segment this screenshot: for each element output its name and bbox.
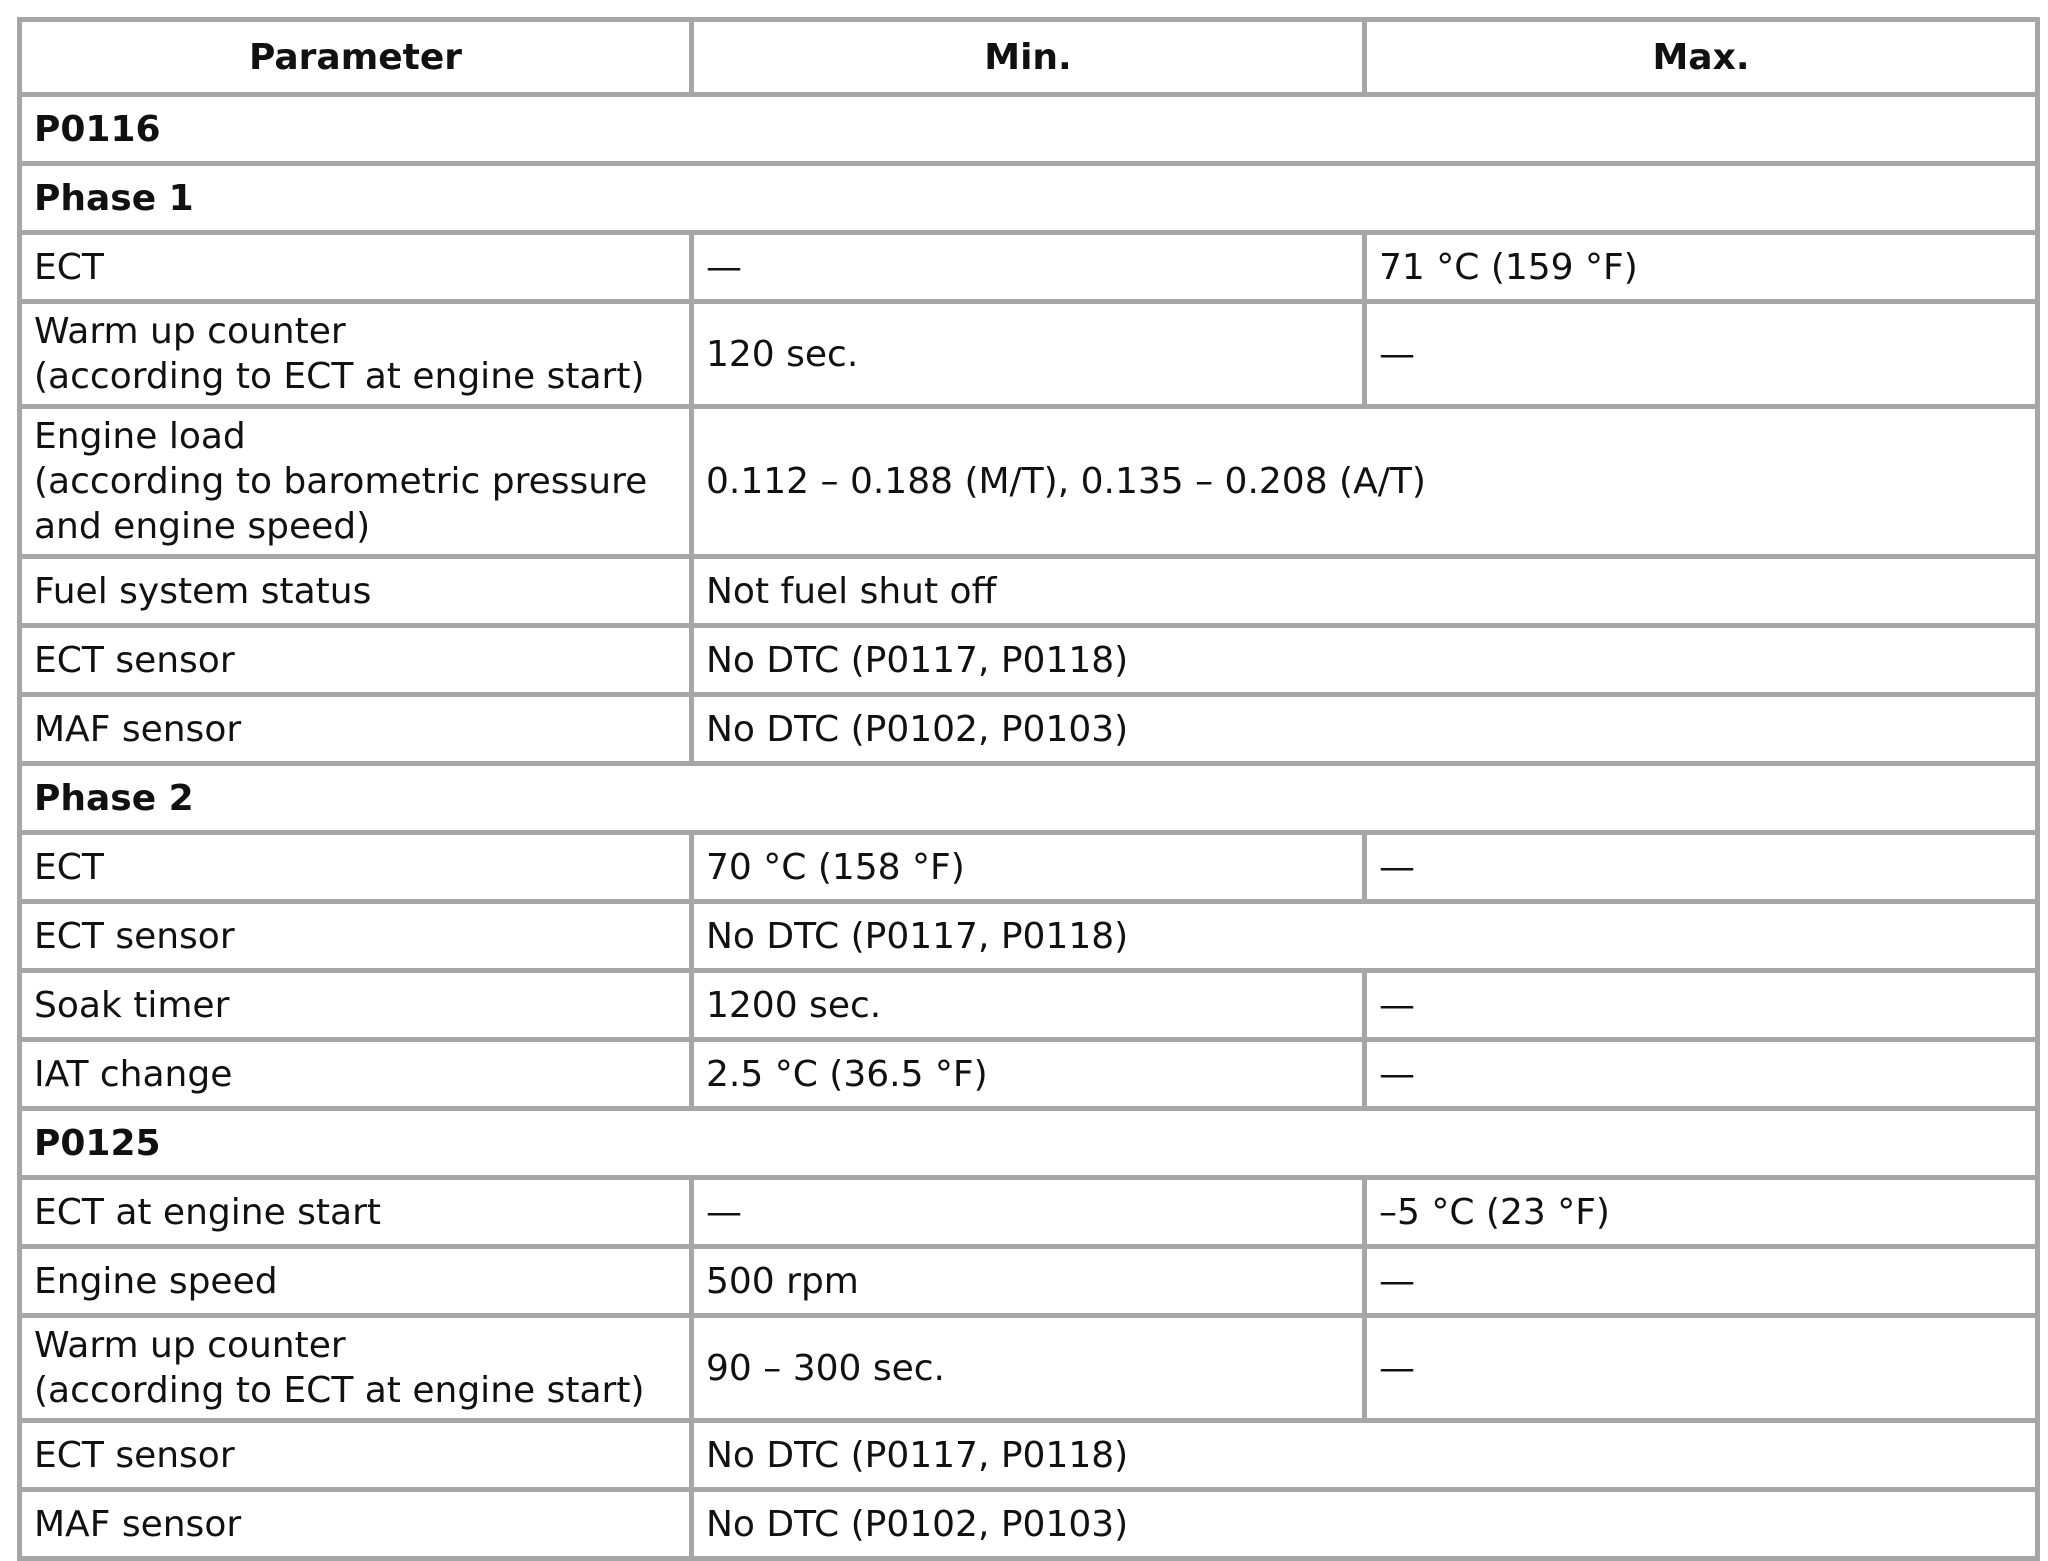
section-title: P0116	[20, 95, 2038, 164]
min-cell: —	[692, 233, 1365, 302]
parameter-cell	[20, 1490, 692, 1559]
table-row	[20, 902, 2038, 971]
parameter-line: Warm up counter	[34, 311, 346, 352]
parameter-cell	[20, 1247, 692, 1316]
min-cell: 70 °C (158 °F)	[692, 833, 1365, 902]
parameter-line: ECT sensor	[34, 915, 235, 957]
parameter-cell	[20, 833, 692, 902]
table-row	[20, 302, 2038, 407]
table-row	[20, 1316, 2038, 1421]
parameter-cell	[20, 407, 692, 557]
spec-table	[17, 17, 2040, 1561]
section-row	[20, 764, 2038, 833]
table-row	[20, 1040, 2038, 1109]
condition-cell: No DTC (P0117, P0118)	[692, 1421, 2038, 1490]
max-cell: —	[1365, 1247, 2038, 1316]
table-row	[20, 233, 2038, 302]
table-row	[20, 971, 2038, 1040]
section-title: Phase 1	[20, 164, 2038, 233]
parameter-line: ECT sensor	[34, 639, 235, 681]
parameter-line: (according to barometric pressure	[34, 461, 648, 502]
section-row	[20, 164, 2038, 233]
table-row	[20, 1247, 2038, 1316]
parameter-line: IAT change	[34, 1053, 233, 1095]
parameter-cell	[20, 971, 692, 1040]
header-max: Max.	[1365, 20, 2038, 95]
table-row	[20, 1178, 2038, 1247]
parameter-cell	[20, 302, 692, 407]
min-cell: 120 sec.	[692, 302, 1365, 407]
parameter-cell	[20, 1178, 692, 1247]
table-row	[20, 557, 2038, 626]
parameter-line: ECT	[34, 246, 104, 288]
parameter-cell	[20, 1316, 692, 1421]
table-row	[20, 626, 2038, 695]
parameter-cell	[20, 557, 692, 626]
table-row	[20, 1490, 2038, 1559]
max-cell: –5 °C (23 °F)	[1365, 1178, 2038, 1247]
parameter-line: Warm up counter	[34, 1325, 346, 1366]
parameter-line: MAF sensor	[34, 708, 242, 750]
parameter-line: ECT at engine start	[34, 1191, 382, 1233]
max-cell: —	[1365, 833, 2038, 902]
parameter-line: Engine speed	[34, 1260, 278, 1302]
parameter-line: Fuel system status	[34, 570, 372, 612]
max-cell: —	[1365, 302, 2038, 407]
table-row	[20, 407, 2038, 557]
min-cell: 90 – 300 sec.	[692, 1316, 1365, 1421]
parameter-cell	[20, 695, 692, 764]
condition-cell: No DTC (P0102, P0103)	[692, 1490, 2038, 1559]
table-row	[20, 1421, 2038, 1490]
max-cell: 71 °C (159 °F)	[1365, 233, 2038, 302]
max-cell: —	[1365, 971, 2038, 1040]
parameter-line: MAF sensor	[34, 1503, 242, 1545]
parameter-cell	[20, 902, 692, 971]
table-row	[20, 833, 2038, 902]
parameter-line: Engine load	[34, 416, 246, 457]
parameter-line: (according to ECT at engine start)	[34, 1370, 645, 1411]
parameter-line: Soak timer	[34, 984, 230, 1026]
parameter-cell	[20, 1421, 692, 1490]
parameter-cell	[20, 626, 692, 695]
header-row	[20, 20, 2038, 95]
min-cell: 500 rpm	[692, 1247, 1365, 1316]
section-title: Phase 2	[20, 764, 2038, 833]
section-title: P0125	[20, 1109, 2038, 1178]
condition-cell: No DTC (P0117, P0118)	[692, 626, 2038, 695]
min-cell: 2.5 °C (36.5 °F)	[692, 1040, 1365, 1109]
condition-cell: 0.112 – 0.188 (M/T), 0.135 – 0.208 (A/T)	[692, 407, 2038, 557]
section-row	[20, 95, 2038, 164]
table-body	[20, 95, 2038, 1559]
min-cell: —	[692, 1178, 1365, 1247]
condition-cell: No DTC (P0117, P0118)	[692, 902, 2038, 971]
parameter-line: (according to ECT at engine start)	[34, 356, 645, 397]
section-row	[20, 1109, 2038, 1178]
parameter-line: and engine speed)	[34, 506, 371, 547]
condition-cell: Not fuel shut off	[692, 557, 2038, 626]
table-row	[20, 695, 2038, 764]
condition-cell: No DTC (P0102, P0103)	[692, 695, 2038, 764]
max-cell: —	[1365, 1316, 2038, 1421]
min-cell: 1200 sec.	[692, 971, 1365, 1040]
max-cell: —	[1365, 1040, 2038, 1109]
parameter-cell	[20, 1040, 692, 1109]
parameter-cell	[20, 233, 692, 302]
header-parameter: Parameter	[20, 20, 692, 95]
parameter-line: ECT	[34, 846, 104, 888]
parameter-line: ECT sensor	[34, 1434, 235, 1476]
header-min: Min.	[692, 20, 1365, 95]
